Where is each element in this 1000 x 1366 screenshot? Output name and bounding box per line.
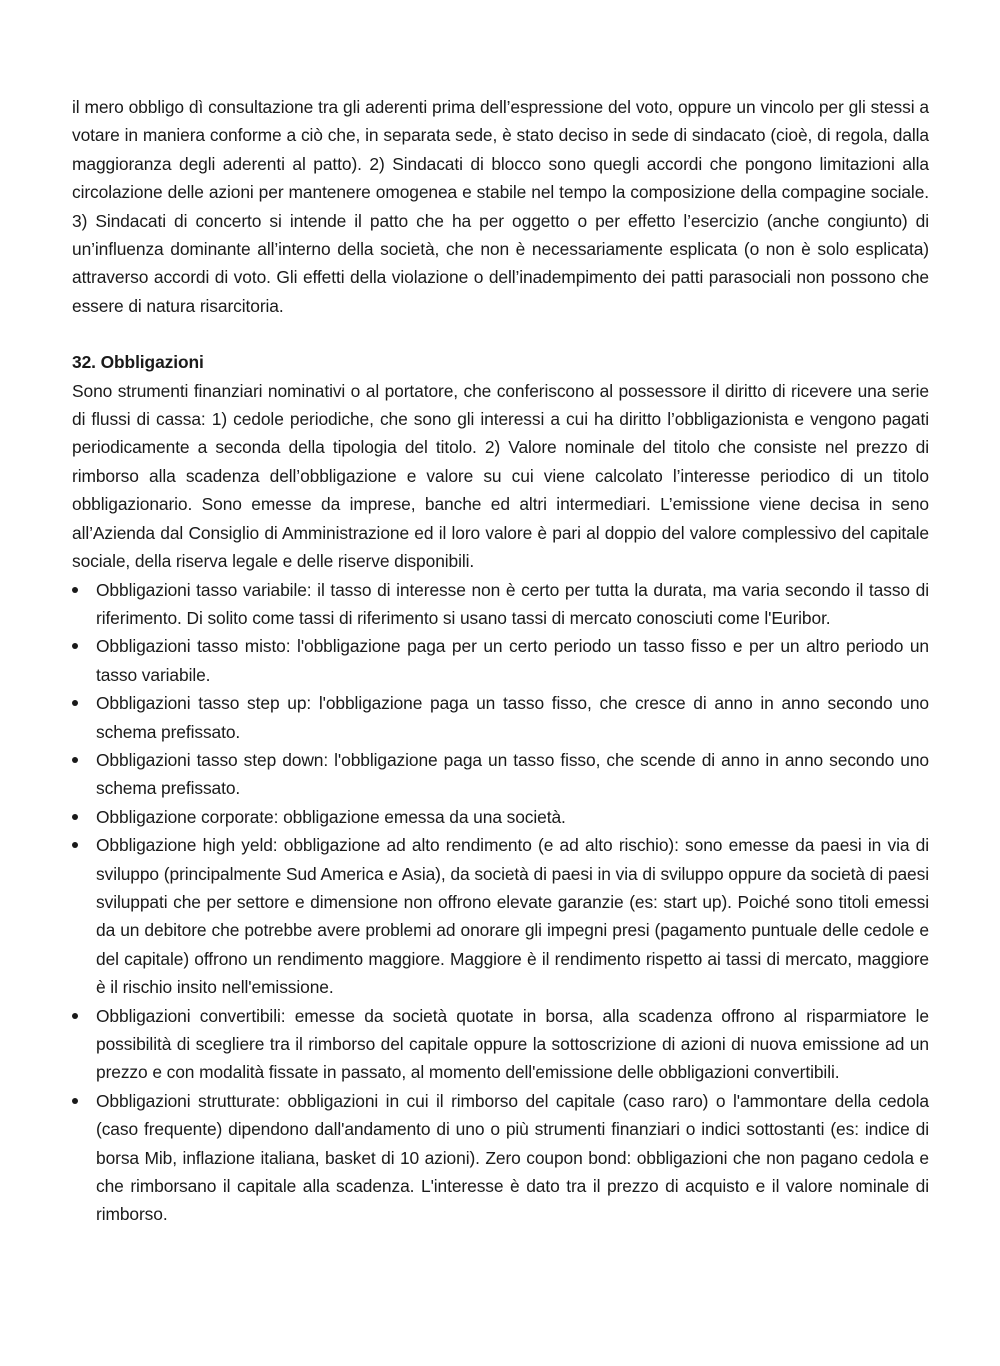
bond-types-list	[72, 576, 929, 1229]
list-item	[72, 1087, 929, 1229]
bullet-icon	[72, 814, 78, 820]
list-item-text: Obbligazioni tasso step down: l'obbligazione paga un tasso fisso, che scende di anno in anno secondo uno schema prefissato.	[96, 749, 929, 799]
list-item	[72, 689, 929, 746]
intro-paragraph: il mero obbligo dì consultazione tra gli aderenti prima dell’espressione del voto, oppure un vincolo per gli stessi a votare in maniera conforme a ciò che, in separata sede, è stato deciso in sede di sindacato (cioè, di regola, dalla maggioranza degli aderenti al patto). 2) Sindacati di blocco sono quegli accordi che pongono limitazioni alla circolazione delle azioni per mantenere omogenea e stabile nel tempo la composizione della compagine sociale. 3) Sindacati di concerto si intende il patto che ha per oggetto o per effetto l’esercizio (anche congiunto) di un’influenza dominante all’interno della società, che non è necessariamente esplicata (o non è solo esplicata) attraverso accordi di voto. Gli effetti della violazione o dell’inadempimento dei patti parasociali non possono che essere di natura risarcitoria.	[72, 97, 929, 316]
section-title: 32. Obbligazioni	[72, 352, 204, 373]
list-item	[72, 1002, 929, 1087]
list-item-text: Obbligazioni tasso step up: l'obbligazione paga un tasso fisso, che cresce di anno in anno secondo uno schema prefissato.	[96, 693, 929, 742]
bullet-icon	[72, 842, 78, 848]
list-item	[72, 632, 929, 689]
bullet-icon	[72, 757, 78, 763]
list-item-text: Obbligazione high yeld: obbligazione ad alto rendimento (e ad alto rischio): sono emesse da paesi in via di sviluppo (principalmente Sud America e Asia), da società di paesi in via di sviluppo oppure da società di paesi sviluppati che per settore e dimensione non offrono elevate garanzie (es: start up). Poiché sono titoli emessi da un debitore che potrebbe avere problemi ad onorare gli impegni presi (pagamento puntuale delle cedole e del capitale) offrono un rendimento maggiore. Maggiore è il rendimento rispetto ai tassi di mercato, maggiore è il rischio insito nell'emissione.	[96, 835, 929, 998]
document-page	[72, 93, 929, 1229]
list-item	[72, 746, 929, 803]
section-paragraph: Sono strumenti finanziari nominativi o al portatore, che conferiscono al possessore il diritto di ricevere una serie di flussi di cassa: 1) cedole periodiche, che sono gli interessi a cui ha diritto l’obbligazionista e vengono pagati periodicamente a seconda della tipologia del titolo. 2) Valore nominale del titolo che consiste nel prezzo di rimborso alla scadenza dell’obbligazione e valore su cui viene calcolato l’interesse periodico di un titolo obbligazionario. Sono emesse da imprese, banche ed altri intermediari. L’emissione viene decisa in seno all’Azienda dal Consiglio di Amministrazione ed il loro valore è pari al doppio del valore complessivo del capitale sociale, della riserva legale e delle riserve disponibili.	[72, 380, 929, 572]
bullet-icon	[72, 1098, 78, 1104]
list-item	[72, 831, 929, 1001]
list-item-text: Obbligazioni tasso misto: l'obbligazione paga per un certo periodo un tasso fisso e per un altro periodo un tasso variabile.	[96, 636, 929, 685]
bullet-icon	[72, 700, 78, 706]
bullet-icon	[72, 1013, 78, 1019]
bullet-icon	[72, 643, 78, 649]
list-item	[72, 803, 929, 831]
list-item-text: Obbligazioni strutturate: obbligazioni in cui il rimborso del capitale (caso raro) o l'ammontare della cedola (caso frequente) dipendono dall'andamento di uno o più strumenti finanziari o indici sottostanti (es: indice di borsa Mib, inflazione italiana, basket di 10 azioni). Zero coupon bond: obbligazioni che non pagano cedola e che rimborsano il capitale alla scadenza. L'interesse è dato tra il prezzo di acquisto e il valore nominale di rimborso.	[96, 1090, 929, 1225]
list-item-text: Obbligazioni tasso variabile: il tasso di interesse non è certo per tutta la durata, ma varia secondo il tasso di riferimento. Di solito come tassi di riferimento si usano tassi di mercato conosciuti come l'Euribor.	[96, 579, 929, 628]
list-item-text: Obbligazioni convertibili: emesse da società quotate in borsa, alla scadenza offrono al risparmiatore le possibilità di scegliere tra il rimborso del capitale oppure la sottoscrizione di azioni di nuova emissione ad un prezzo e con modalità fissate in passato, al momento dell'emissione delle obbligazioni convertibili.	[96, 1005, 929, 1083]
bullet-icon	[72, 587, 78, 593]
paragraph-spacer	[72, 320, 929, 348]
list-item	[72, 576, 929, 633]
list-item-text: Obbligazione corporate: obbligazione emessa da una società.	[96, 806, 566, 827]
